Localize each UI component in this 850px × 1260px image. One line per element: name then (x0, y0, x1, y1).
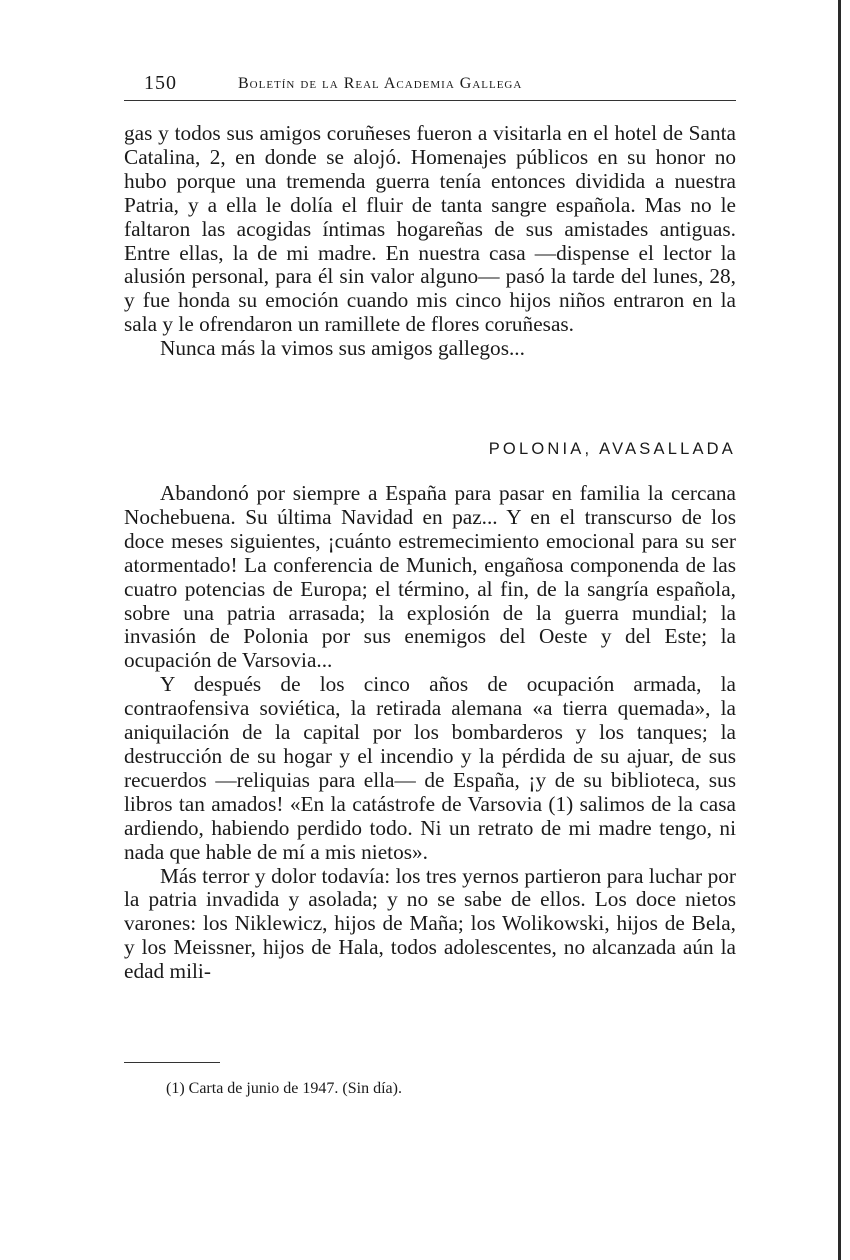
text-block-before-heading (124, 122, 736, 361)
text-block-after-heading (124, 482, 736, 984)
page-header (124, 68, 736, 98)
running-title: Boletín de la Real Academia Gallega (238, 75, 523, 92)
paragraph: Y después de los cinco años de ocupación armada, la contraofensiva soviética, la retirada alemana «a tierra quemada», la aniquilación de la capital por los bombarderos y los tanques; la destrucción de su hogar y el incendio y la pérdida de su ajuar, de sus recuerdos —reliquias para ella— de España, ¡y de su biblioteca, sus libros tan amados! «En la catástrofe de Varsovia (1) salimos de la casa ardiendo, habiendo perdido todo. Ni un retrato de mi madre tengo, ni nada que hable de mí a mis nietos». (124, 672, 736, 864)
page-edge-line (838, 0, 841, 1260)
header-rule (124, 100, 736, 101)
section-heading: POLONIA, AVASALLADA (488, 440, 736, 458)
paragraph: Nunca más la vimos sus amigos gallegos... (160, 336, 525, 361)
page-number: 150 (144, 72, 177, 94)
paragraph: Abandonó por siempre a España para pasar en familia la cercana Nochebuena. Su última Navidad en paz... Y en el transcurso de los doce meses siguientes, ¡cuánto estremecimiento emocional para su ser atormentado! La conferencia de Munich, engañosa componenda de las cuatro potencias de Europa; el término, al fin, de la sangría española, sobre una patria arrasada; la explosión de la guerra mundial; la invasión de Polonia por sus enemigos del Oeste y del Este; la ocupación de Varsovia... (124, 481, 736, 673)
paragraph: Más terror y dolor todavía: los tres yernos partieron para luchar por la patria invadida y asolada; y no se sabe de ellos. Los doce nietos varones: los Niklewicz, hijos de Maña; los Wolikowski, hijos de Bela, y los Meissner, hijos de Hala, todos adolescentes, no alcanzada aún la edad mili- (124, 863, 736, 984)
footnote: (1) Carta de junio de 1947. (Sin día). (166, 1080, 402, 1097)
footnote-rule (124, 1062, 220, 1063)
paragraph: gas y todos sus amigos coruñeses fueron a visitarla en el hotel de Santa Catalina, 2, en donde se alojó. Homenajes públicos en su honor no hubo porque una tremenda guerra tenía entonces dividida a nuestra Patria, y a ella le dolía el fluir de tanta sangre española. Mas no le faltaron las acogidas íntimas hogareñas de sus amistades antiguas. Entre ellas, la de mi madre. En nuestra casa —dispense el lector la alusión personal, para él sin valor alguno— pasó la tarde del lunes, 28, y fue honda su emoción cuando mis cinco hijos niños entraron en la sala y le ofrendaron un ramillete de flores coruñesas. (124, 121, 736, 337)
